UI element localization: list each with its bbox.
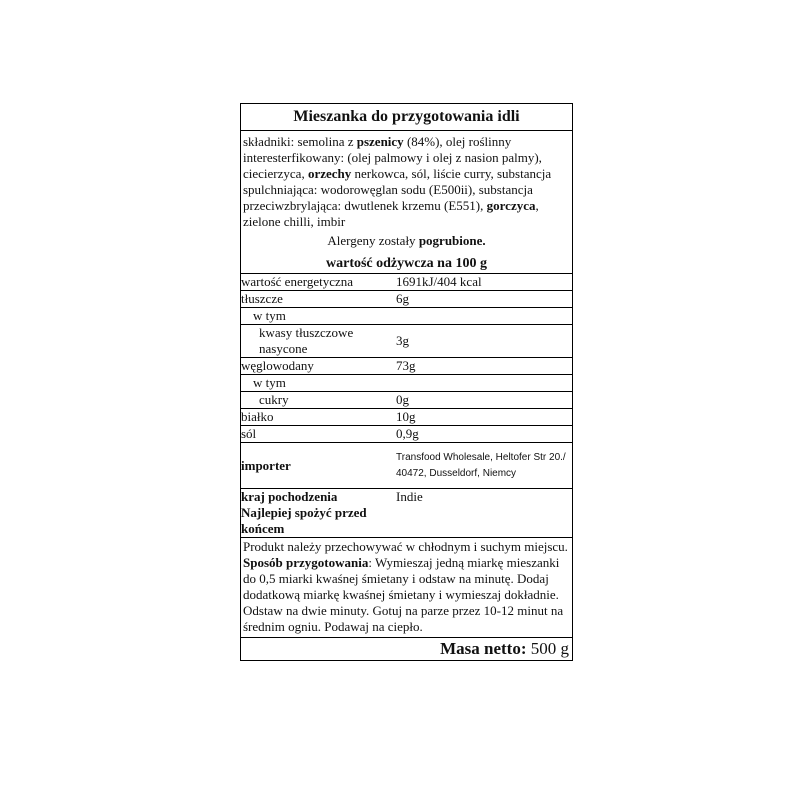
net-weight-value: 500 g	[530, 639, 569, 658]
importer-line-2: 40472, Dusseldorf, Niemcy	[396, 467, 517, 479]
carbs-value: 73g	[396, 358, 416, 373]
allergen-wheat: pszenicy	[356, 134, 404, 149]
product-title: Mieszanka do przygotowania idli	[241, 104, 572, 131]
salt-label: sól	[241, 426, 257, 441]
table-row	[241, 308, 572, 325]
saturated-label: kwasy tłuszczowe	[259, 325, 354, 340]
ingredients-part: nerkowca, sól, liście curry, substancja spulchniająca: wodorowęglan sodu (E500ii), substancja przeciwzbrylająca: dwutlenek krzemu (E551),	[243, 166, 552, 213]
table-row	[241, 443, 572, 489]
energy-label: wartość energetyczna	[241, 274, 354, 289]
of-which-label: w tym	[253, 375, 286, 390]
table-row	[241, 291, 572, 308]
table-row	[241, 375, 572, 392]
allergens-bold: pogrubione.	[418, 233, 486, 248]
table-row	[241, 274, 572, 291]
fat-value: 6g	[396, 291, 409, 306]
ingredients-text	[241, 131, 572, 233]
protein-value: 10g	[396, 409, 416, 424]
preparation-text: : Wymieszaj jedną miarkę mieszanki do 0,5 miarki kwaśnej śmietany i odstaw na minutę. Dodaj dodatkową miarkę kwaśnej śmietany i wymieszaj dokładnie. Odstaw na dwie minuty. Gotuj na parze przez 10-12 minut na średnim ogniu. Podawaj na ciepło.	[243, 555, 564, 634]
table-row	[241, 409, 572, 426]
allergens-note	[241, 233, 572, 255]
allergens-text: Alergeny zostały	[327, 233, 419, 248]
sugar-value: 0g	[396, 392, 409, 407]
table-row	[241, 426, 572, 443]
salt-value: 0,9g	[396, 426, 419, 441]
allergen-nuts: orzechy	[307, 166, 352, 181]
table-row	[241, 489, 572, 538]
net-weight-label: Masa netto:	[440, 639, 527, 658]
best-before-label: Najlepiej spożyć przed	[241, 505, 367, 520]
ingredients-part: , zielone chilli, imbir	[243, 198, 539, 229]
saturated-value: 3g	[396, 333, 409, 348]
carbs-label: węglowodany	[241, 358, 314, 373]
ingredients-part: składniki: semolina z	[243, 134, 357, 149]
importer-line-1: Transfood Wholesale, Heltofer Str 20./	[396, 451, 566, 463]
table-row	[241, 358, 572, 375]
preparation-heading: Sposób przygotowania	[243, 555, 369, 570]
storage-text: Produkt należy przechowywać w chłodnym i suchym miejscu.	[243, 539, 568, 554]
nutrition-title: wartość odżywcza na 100 g	[326, 256, 487, 271]
energy-value: 1691kJ/404 kcal	[396, 274, 482, 289]
table-row	[241, 325, 572, 358]
best-before-label-2: końcem	[241, 521, 285, 536]
allergen-mustard: gorczyca	[486, 198, 536, 213]
origin-label: kraj pochodzenia	[241, 489, 338, 504]
table-row	[241, 392, 572, 409]
saturated-label-2: nasycone	[259, 341, 308, 356]
origin-value: Indie	[396, 489, 423, 504]
importer-label: importer	[241, 457, 291, 473]
of-which-label: w tym	[253, 308, 286, 323]
net-weight	[241, 637, 572, 660]
fat-label: tłuszcze	[241, 291, 283, 306]
protein-label: białko	[241, 409, 274, 424]
storage-instructions	[241, 537, 572, 637]
product-label	[240, 103, 573, 661]
nutrition-table	[241, 273, 572, 537]
ingredients-part: (84%), olej roślinny interesterfikowany: (olej palmowy i olej z nasion palmy), ciecierzyca,	[243, 134, 542, 181]
sugar-label: cukry	[259, 392, 289, 407]
